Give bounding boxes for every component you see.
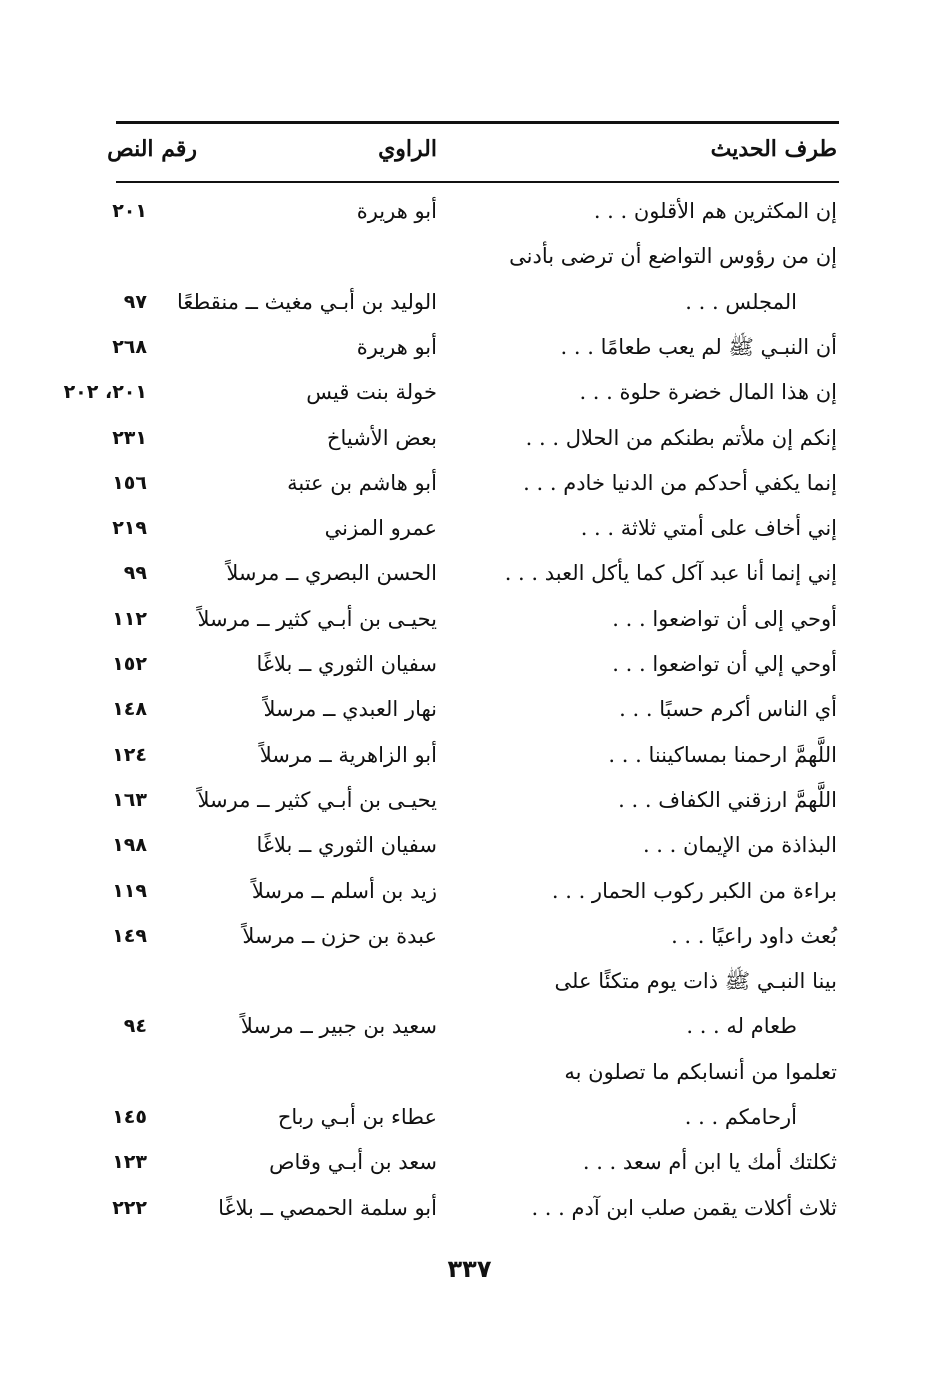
hadith-text: بُعث داود راعيًا . . . bbox=[671, 924, 837, 948]
narrator-text: عطاء بن أبـي رباح bbox=[277, 1105, 437, 1129]
table-row bbox=[0, 871, 939, 911]
hadith-text: بينا النبـي ﷺ ذات يوم متكئًا على bbox=[554, 969, 837, 993]
table-row bbox=[0, 689, 939, 729]
hadith-text: أوحي إلى أن تواضعوا . . . bbox=[612, 607, 837, 631]
hadith-text: المجلس . . . bbox=[685, 290, 797, 314]
page-number: ٣٣٧ bbox=[447, 1255, 492, 1283]
table-row bbox=[0, 236, 939, 276]
narrator-text: خولة بنت قيس bbox=[306, 380, 437, 404]
header-narrator: الراوي bbox=[378, 136, 437, 162]
narrator-text: الحسن البصري ــ مرسلاً bbox=[226, 561, 437, 585]
narrator-text: الوليد بن أبـي مغيث ــ منقطعًا bbox=[177, 290, 437, 314]
narrator-text: عمرو المزني bbox=[324, 516, 437, 540]
hadith-text: اللَّهمَّ ارحمنا بمساكيننا . . . bbox=[608, 743, 837, 767]
hadith-text: ثلاث أكلات يقمن صلب ابن آدم . . . bbox=[531, 1196, 837, 1220]
table-row bbox=[0, 372, 939, 412]
hadith-text: ثكلتك أمك يا ابن أم سعد . . . bbox=[582, 1150, 837, 1174]
text-number: ١٥٦ bbox=[112, 472, 147, 494]
text-number: ١٩٨ bbox=[112, 834, 147, 856]
hadith-text: إن المكثرين هم الأقلون . . . bbox=[593, 199, 837, 223]
text-number: ١٤٨ bbox=[112, 698, 147, 720]
table-row bbox=[0, 1052, 939, 1092]
table-row bbox=[0, 916, 939, 956]
table-row bbox=[0, 463, 939, 503]
table-row bbox=[0, 644, 939, 684]
hadith-text: أي الناس أكرم حسبًا . . . bbox=[619, 697, 837, 721]
text-number: ١٥٢ bbox=[112, 653, 147, 675]
table-row bbox=[0, 599, 939, 639]
hadith-text: تعلموا من أنسابكم ما تصلون به bbox=[564, 1060, 837, 1084]
narrator-text: يحيـى بن أبـي كثير ــ مرسلاً bbox=[197, 788, 437, 812]
text-number: ١١٩ bbox=[112, 880, 147, 902]
narrator-text: أبو سلمة الحمصي ــ بلاغًا bbox=[218, 1196, 437, 1220]
narrator-text: أبو هريرة bbox=[356, 335, 437, 359]
text-number: ١١٢ bbox=[112, 608, 147, 630]
top-rule bbox=[116, 121, 839, 124]
narrator-text: بعض الأشياخ bbox=[326, 426, 437, 450]
hadith-text: أرحامكم . . . bbox=[684, 1105, 797, 1129]
text-number: ٢٠١، ٢٠٢ bbox=[63, 381, 147, 403]
narrator-text: يحيـى بن أبـي كثير ــ مرسلاً bbox=[197, 607, 437, 631]
hadith-text: البذاذة من الإيمان . . . bbox=[642, 833, 837, 857]
hadith-text: إني أخاف على أمتي ثلاثة . . . bbox=[580, 516, 837, 540]
narrator-text: سفيان الثوري ــ بلاغًا bbox=[256, 833, 437, 857]
narrator-text: سعد بن أبـي وقاص bbox=[269, 1150, 437, 1174]
hadith-text: إني إنما أنا عبد آكل كما يأكل العبد . . . bbox=[504, 561, 837, 585]
narrator-text: عبدة بن حزن ــ مرسلاً bbox=[242, 924, 437, 948]
header-rule bbox=[116, 181, 839, 183]
table-row bbox=[0, 418, 939, 458]
header-hadith: طرف الحديث bbox=[710, 136, 837, 162]
text-number: ٢٢٢ bbox=[112, 1197, 147, 1219]
narrator-text: نهار العبدي ــ مرسلاً bbox=[263, 697, 437, 721]
table-row bbox=[0, 327, 939, 367]
text-number: ٢٦٨ bbox=[112, 336, 147, 358]
hadith-text: أن النبـي ﷺ لم يعب طعامًا . . . bbox=[560, 335, 837, 359]
narrator-text: أبو الزاهرية ــ مرسلاً bbox=[259, 743, 437, 767]
text-number: ٢٣١ bbox=[112, 427, 147, 449]
header-number: رقم النص bbox=[107, 136, 197, 162]
text-number: ٩٩ bbox=[123, 562, 147, 584]
hadith-text: إن هذا المال خضرة حلوة . . . bbox=[579, 380, 837, 404]
table-row bbox=[0, 1188, 939, 1228]
text-number: ١٦٣ bbox=[112, 789, 147, 811]
narrator-text: زيد بن أسلم ــ مرسلاً bbox=[251, 879, 437, 903]
text-number: ١٢٤ bbox=[112, 744, 147, 766]
table-row bbox=[0, 1006, 939, 1046]
table-row bbox=[0, 1142, 939, 1182]
table-row bbox=[0, 1097, 939, 1137]
text-number: ١٤٥ bbox=[112, 1106, 147, 1128]
hadith-text: براءة من الكبر ركوب الحمار . . . bbox=[551, 879, 837, 903]
table-row bbox=[0, 961, 939, 1001]
text-number: ١٤٩ bbox=[112, 925, 147, 947]
narrator-text: أبو هريرة bbox=[356, 199, 437, 223]
table-row bbox=[0, 553, 939, 593]
narrator-text: سفيان الثوري ــ بلاغًا bbox=[256, 652, 437, 676]
table-row bbox=[0, 282, 939, 322]
hadith-text: طعام له . . . bbox=[686, 1014, 797, 1038]
text-number: ١٢٣ bbox=[112, 1151, 147, 1173]
table-row bbox=[0, 735, 939, 775]
table-row bbox=[0, 191, 939, 231]
text-number: ٩٧ bbox=[123, 291, 147, 313]
hadith-text: إنكم إن ملأتم بطنكم من الحلال . . . bbox=[525, 426, 837, 450]
hadith-text: أوحي إلي أن تواضعوا . . . bbox=[612, 652, 837, 676]
hadith-text: اللَّهمَّ ارزقني الكفاف . . . bbox=[618, 788, 837, 812]
text-number: ٩٤ bbox=[123, 1015, 147, 1037]
table-row bbox=[0, 780, 939, 820]
hadith-text: إن من رؤوس التواضع أن ترضى بأدنى bbox=[509, 244, 837, 268]
narrator-text: سعيد بن جبير ــ مرسلاً bbox=[240, 1014, 437, 1038]
narrator-text: أبو هاشم بن عتبة bbox=[287, 471, 437, 495]
text-number: ٢٠١ bbox=[112, 200, 147, 222]
hadith-text: إنما يكفي أحدكم من الدنيا خادم . . . bbox=[523, 471, 837, 495]
table-row bbox=[0, 825, 939, 865]
text-number: ٢١٩ bbox=[112, 517, 147, 539]
table-row bbox=[0, 508, 939, 548]
